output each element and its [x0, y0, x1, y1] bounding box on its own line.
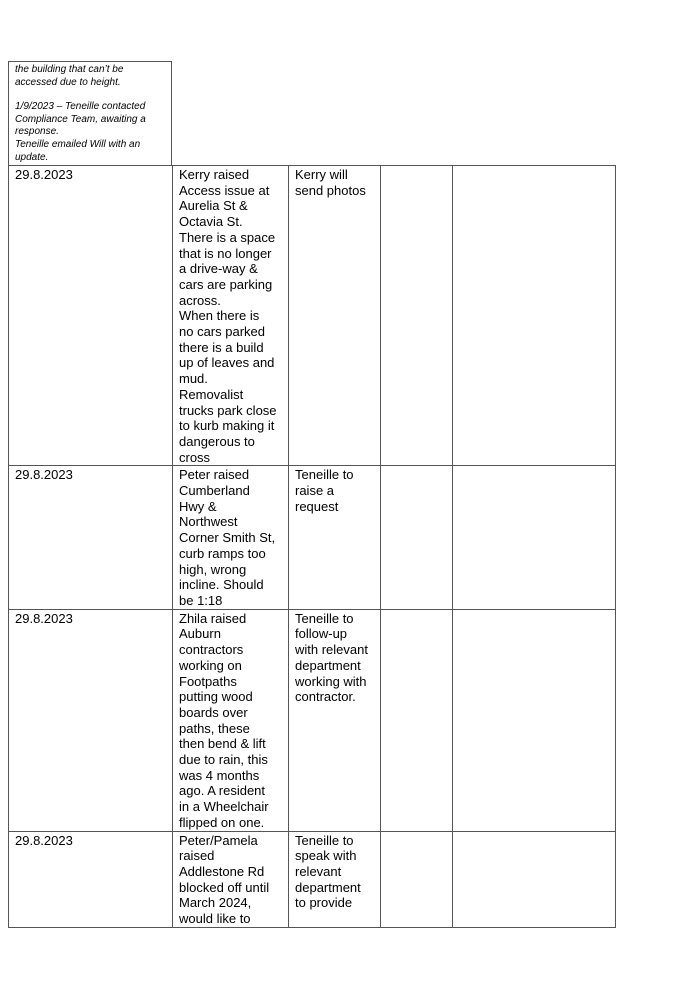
empty-cell [381, 831, 453, 927]
action-cell: Teneille to follow-up with relevant department working with contractor. [289, 609, 381, 831]
date-cell: 29.8.2023 [9, 609, 173, 831]
table-row [9, 609, 616, 831]
carryover-note-building: the building that can’t be accessed due to height. [15, 64, 124, 88]
action-items-table [8, 165, 616, 928]
action-cell: Teneille to speak with relevant department to provide [289, 831, 381, 927]
action-cell: Kerry will send photos [289, 166, 381, 466]
carryover-notes-cell [8, 61, 172, 165]
date-cell: 29.8.2023 [9, 831, 173, 927]
action-cell: Teneille to raise a request [289, 466, 381, 609]
issue-cell: Peter raised Cumberland Hwy & Northwest Corner Smith St, curb ramps too high, wrong incline. Should be 1:18 [173, 466, 289, 609]
table-row [9, 466, 616, 609]
empty-cell [453, 166, 616, 466]
empty-cell [453, 466, 616, 609]
empty-cell [453, 831, 616, 927]
table-row [9, 831, 616, 927]
empty-cell [381, 166, 453, 466]
issue-cell: Zhila raised Auburn contractors working on Footpaths putting wood boards over paths, these then bend & lift due to rain, this was 4 months ago. A resident in a Wheelchair flipped on one. [173, 609, 289, 831]
issue-cell: Peter/Pamela raised Addlestone Rd blocked off until March 2024, would like to [173, 831, 289, 927]
date-cell: 29.8.2023 [9, 466, 173, 609]
issue-cell: Kerry raised Access issue at Aurelia St & Octavia St. There is a space that is no longer a drive-way & cars are parking across. When there is no cars parked there is a build up of leaves and mud. Removalist trucks park close to kurb making it dangerous to cross [173, 166, 289, 466]
carryover-note-compliance: 1/9/2023 – Teneille contacted Compliance Team, awaiting a response. Teneille emailed Will with an update. [15, 101, 146, 163]
empty-cell [381, 466, 453, 609]
table-row [9, 166, 616, 466]
empty-cell [453, 609, 616, 831]
empty-cell [381, 609, 453, 831]
date-cell: 29.8.2023 [9, 166, 173, 466]
